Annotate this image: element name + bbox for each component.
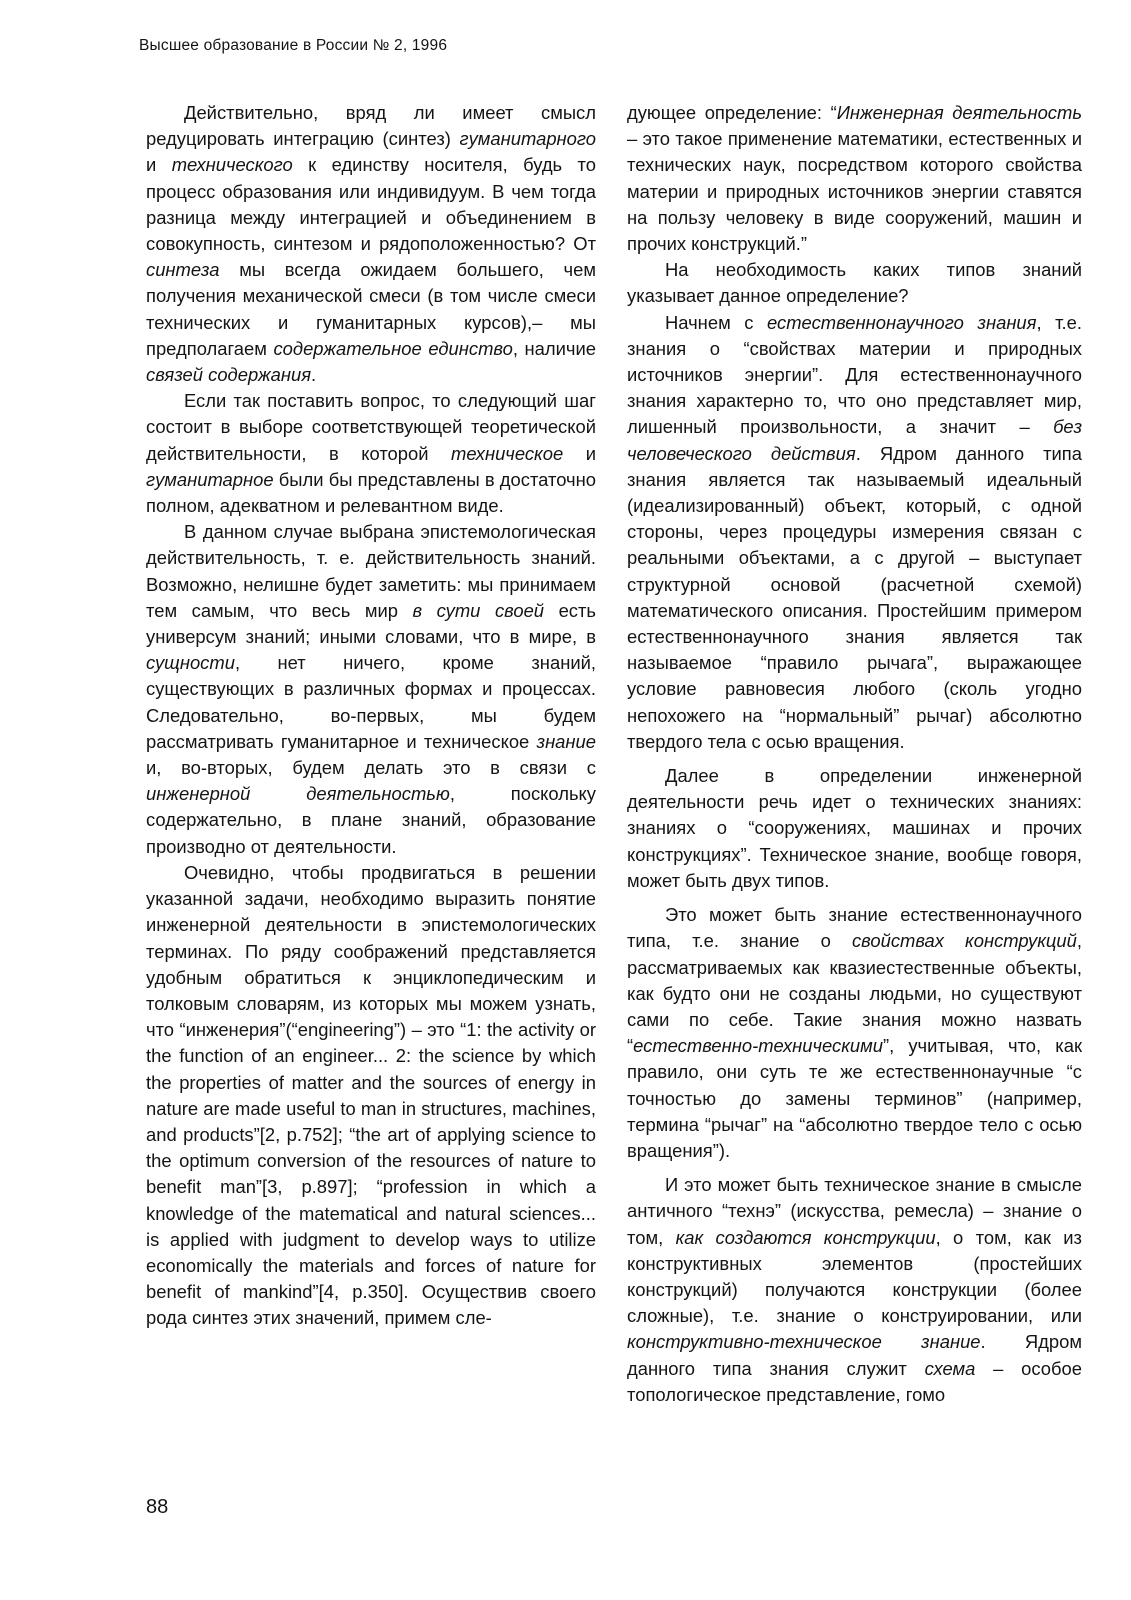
paragraph [627,1172,1082,1408]
paragraph [627,310,1082,755]
paragraph [627,763,1082,894]
text-run: и [563,442,596,464]
text-run: , т.е. знания о “свойствах материи и природных источников энергии”. Для естественнонаучного знания характерно то, что оно представляет мир, лишенный произвольности, а значит – [627,311,1082,438]
italic-run: сущности [146,652,235,674]
paragraph [627,257,1082,309]
text-run: и, во-вторых, будем делать это в связи с [146,757,596,779]
italic-run: гуманитарного [459,128,596,150]
text-run: Далее в определении инженерной деятельности речь идет о технических знаниях: знаниях о “сооружениях, машинах и прочих конструкциях”. Техническое знание, вообще говоря, может быть двух типов. [627,765,1082,891]
paragraph [146,860,596,1332]
text-run: Начнем с [665,311,768,333]
text-run: , нет ничего, кроме знаний, существующих в различных формах и процессах. Следовательно, во-первых, мы будем рассматривать гуманитарное и техническое [146,652,596,752]
page-number: 88 [146,1496,169,1518]
text-run: В данном случае выбрана эпистемологическая действительность, т. е. действительность знаний. Возможно, нелишне будет заметить: мы принимаем тем самым, что весь мир [146,521,596,621]
text-run: ”, учитывая, что, как правило, они суть те же естественнонаучные “с точностью до замены терминов” (например, термина “рычаг” на “абсолютно твердое тело с осью вращения”). [627,1035,1082,1161]
italic-run: в сути своей [412,599,545,621]
paragraph [146,100,596,388]
text-run: Это может быть знание естественнонаучного типа, т.е. знание о [627,904,1082,952]
italic-run: схема [924,1357,976,1379]
running-head: Высшее образование в России № 2, 1996 [139,37,448,54]
italic-run: без человеческого действия [627,416,1082,464]
italic-run: Инженерная деятельность [836,102,1082,123]
italic-run: как создаются конструкции [675,1226,936,1248]
text-run: , рассматриваемых как квазиестественные объекты, как будто они не созданы людьми, но существуют сами по себе. Такие знания можно назвать “ [627,930,1082,1057]
italic-run: техническое [451,442,564,464]
text-run: мы всегда ожидаем большего, чем получения механической смеси (в том числе смеси технических и гуманитарных курсов),– мы предполагаем [146,259,596,359]
italic-run: знание [536,730,596,752]
text-run: дующее определение: “ [627,102,837,123]
italic-run: гуманитарное [146,468,274,490]
text-run: , о том, как из конструктивных элементов (простейших конструкций) получаются конструкции (более сложные), т.е. знание о конструировании, или [627,1226,1082,1327]
italic-run: синтеза [146,259,220,281]
text-run: , наличие [512,337,596,359]
left-column [146,100,596,1332]
text-run: Очевидно, чтобы продвигаться в решении указанной задачи, необходимо выразить понятие инженерной деятельности в эпистемологических терминах. По ряду соображений представляется удобным обратиться к энциклопедическим и толковым словарям, из которых мы можем узнать, что “инженерия”(“engineering”) – это “1: the activity or the function of an engineer... 2: the science by which the properties of matter and the sources of energy in nature are made useful to man in structures, machines, and products”[2, p.752]; “the art of applying science to the optimum conversion of the resources of nature to benefit man”[3, p.897]; “profession in which a knowledge of the matematical and natural sciences... is applied with judgment to develop ways to utilize economically the materials and forces of nature for benefit of mankind”[4, p.350]. Осуществив своего рода синтез этих значений, примем сле- [146,861,596,1329]
text-run: и [146,154,172,176]
text-run: . Ядром данного типа знания служит [627,1331,1082,1379]
text-run: были бы представлены в достаточно полном, адекватном и релевантном виде. [146,468,596,517]
text-run: , поскольку содержательно, в плане знаний, образование производно от деятельности. [146,783,596,857]
italic-run: естественно-техническими [633,1035,883,1057]
text-run: И это может быть техническое знание в смысле античного “технэ” (искусства, ремесла) – знание о том, [627,1174,1082,1248]
italic-run: естественнонаучного знания [767,311,1037,333]
text-run: есть универсум знаний; иными словами, что в мире, в [146,599,596,648]
italic-run: конструктивно-техническое знание [627,1331,981,1353]
text-run: . [311,364,317,386]
paragraph [627,100,1082,257]
text-run: На необходимость каких типов знаний указывает данное определение? [627,259,1082,307]
italic-run: инженерной деятельностью [146,783,450,805]
text-run: – это такое применение математики, естественных и технических наук, посредством которого свойства материи и природных источников энергии ставятся на пользу человеку в виде сооружений, машин и прочих конструкций.” [627,128,1082,255]
paragraph [627,902,1082,1164]
text-run: . Ядром данного типа знания является так называемый идеальный (идеализированный) объект, который, с одной стороны, через процедуры измерения связан с реальными объектами, а с другой – выступает структурной основой (расчетной схемой) математического описания. Простейшим примером естественнонаучного знания является так называемое “правило рычага”, выражающее условие равновесия любого (сколь угодно непохожего на “нормальный” рычаг) абсолютно твердого тела с осью вращения. [627,442,1082,752]
italic-run: связей содержания [146,364,312,386]
italic-run: содержательное единство [273,337,513,359]
text-run: к единству носителя, будь то процесс образования или индивидуум. В чем тогда разница между интеграцией и объединением в совокупность, синтезом и рядоположенностью? От [146,154,596,255]
italic-run: свойствах конструкций [851,930,1077,952]
paragraph [146,388,596,519]
text-run: Если так поставить вопрос, то следующий шаг состоит в выборе соответствующей теоретической действительности, в которой [146,390,596,464]
paragraph [146,519,596,860]
text-run: Действительно, вряд ли имеет смысл редуцировать интеграцию (синтез) [146,102,596,150]
right-column [627,100,1082,1408]
text-run: – особое топологическое представление, гомо [627,1357,1082,1405]
italic-run: технического [171,154,293,176]
